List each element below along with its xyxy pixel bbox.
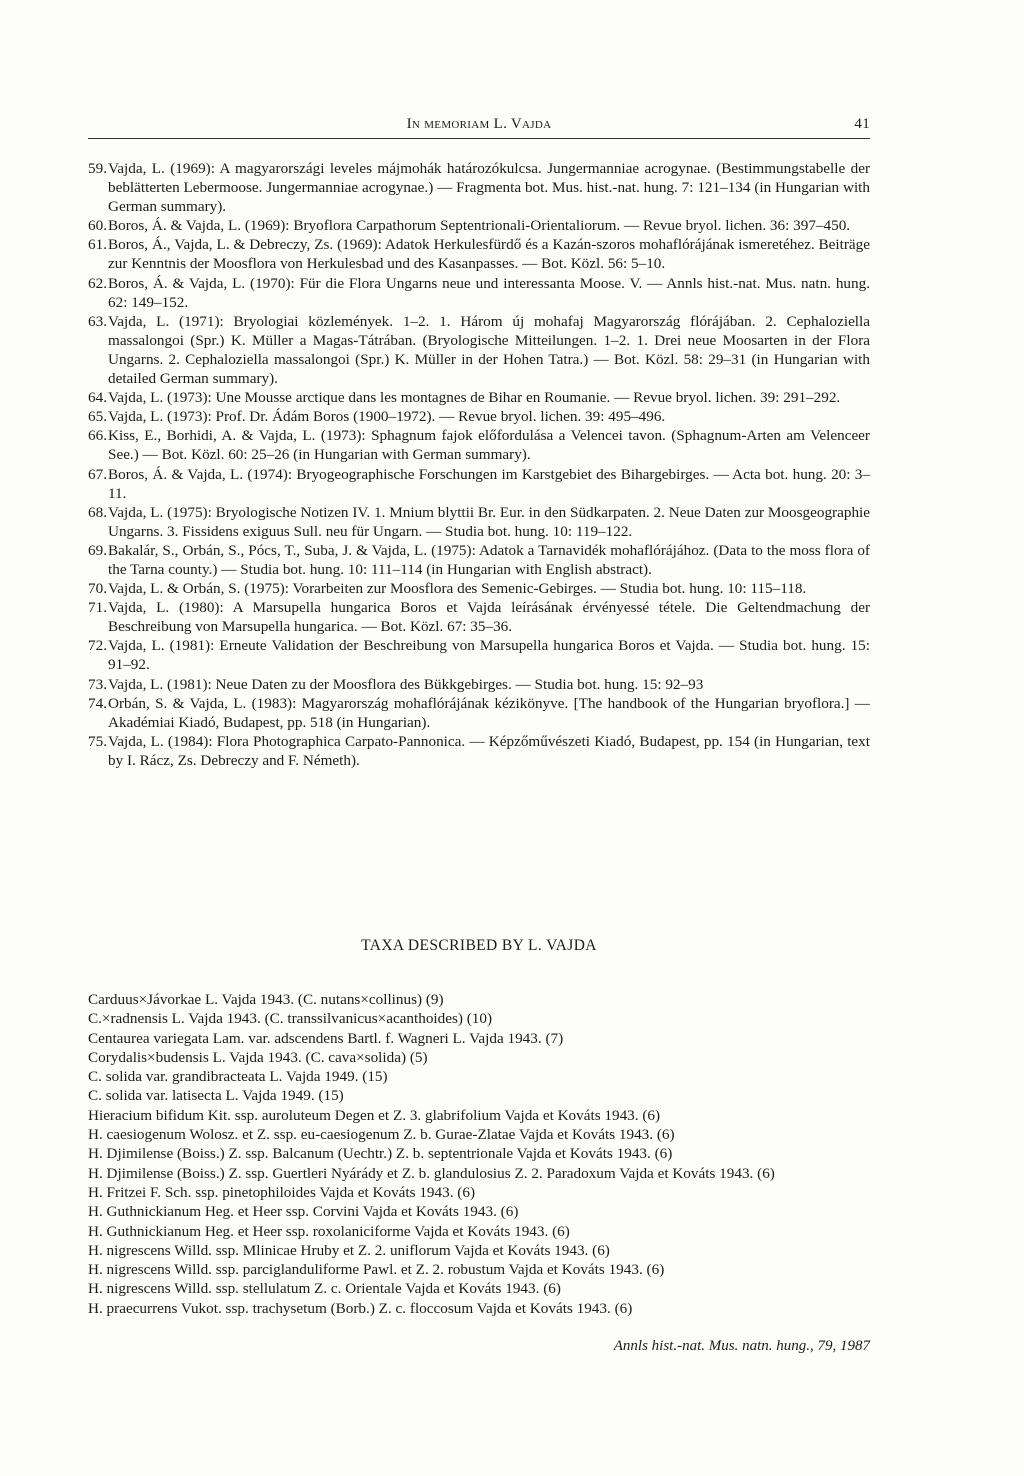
taxon-item: H. Guthnickianum Heg. et Heer ssp. roxolaniciforme Vajda et Kováts 1943. (6): [88, 1222, 570, 1240]
reference-item: [88, 216, 870, 235]
taxon-item: C.×radnensis L. Vajda 1943. (C. transsilvanicus×acanthoides) (10): [88, 1010, 493, 1028]
reference-item: [88, 312, 870, 388]
reference-item: [88, 407, 870, 426]
taxon-item: H. nigrescens Willd. ssp. stellulatum Z. c. Orientale Vajda et Kováts 1943. (6): [88, 1280, 561, 1298]
reference-number: 70.: [88, 580, 107, 598]
taxon-item: H. praecurrens Vukot. ssp. trachysetum (Borb.) Z. c. floccosum Vajda et Kováts 1943. (6): [88, 1299, 633, 1317]
taxa-list: [88, 990, 870, 1318]
reference-number: 69.: [88, 541, 107, 559]
reference-item: [88, 388, 870, 407]
reference-text: Kiss, E., Borhidi, A. & Vajda, L. (1973): Sphagnum fajok előfordulása a Velencei tavon. (Sphagnum-Arten am Velenceer See.) — Bot. Közl. 60: 25–26 (in Hungarian with German summary).: [108, 427, 870, 464]
reference-text: Vajda, L. (1984): Flora Photographica Carpato-Pannonica. — Képzőművészeti Kiadó, Budapest, pp. 154 (in Hungarian, text by I. Rácz, Zs. Debreczy and F. Németh).: [108, 732, 870, 769]
reference-text: Orbán, S. & Vajda, L. (1983): Magyarország mohaflórájának kézikönyve. [The handbook of the Hungarian bryoflora.] — Akadémiai Kiadó, Budapest, pp. 518 (in Hungarian).: [108, 694, 870, 731]
reference-item: [88, 426, 870, 464]
taxon-item: H. Guthnickianum Heg. et Heer ssp. Corvini Vajda et Kováts 1943. (6): [88, 1203, 519, 1221]
reference-number: 72.: [88, 637, 107, 655]
taxon-item: H. nigrescens Willd. ssp. Mlinicae Hruby et Z. 2. uniflorum Vajda et Kováts 1943. (6): [88, 1241, 610, 1259]
reference-number: 60.: [88, 217, 107, 235]
reference-item: [88, 274, 870, 312]
taxon-item: H. nigrescens Willd. ssp. parciglanduliforme Pawl. et Z. 2. robustum Vajda et Kováts 1943. (6): [88, 1261, 665, 1279]
reference-text: Vajda, L. (1975): Bryologische Notizen IV. 1. Mnium blyttii Br. Eur. in den Südkarpaten. 2. Neue Daten zur Moosgeographie Ungarns. 3. Fissidens exiguus Sull. neu für Ungarn. — Studia bot. hung. 10: 119–122.: [108, 503, 870, 540]
running-header: [88, 112, 870, 139]
reference-text: Vajda, L. (1981): Neue Daten zu der Moosflora des Bükkgebirges. — Studia bot. hung. 15: 92–93: [108, 675, 704, 693]
reference-text: Boros, Á., Vajda, L. & Debreczy, Zs. (1969): Adatok Herkulesfürdő és a Kazán-szoros mohaflórájának ismeretéhez. Beiträge zur Kenntnis der Moosflora von Herkulesbad und des Kasanpasses. — Bot. Közl. 56: 5–10.: [108, 236, 870, 273]
reference-number: 68.: [88, 503, 107, 521]
reference-number: 73.: [88, 675, 107, 693]
reference-number: 63.: [88, 312, 107, 330]
taxon-item: Carduus×Jávorkae L. Vajda 1943. (C. nutans×collinus) (9): [88, 991, 444, 1008]
reference-item: [88, 159, 870, 216]
reference-item: [88, 732, 870, 770]
reference-text: Vajda, L. (1973): Prof. Dr. Ádám Boros (1900–1972). — Revue bryol. lichen. 39: 495–496.: [108, 408, 666, 426]
reference-text: Boros, Á. & Vajda, L. (1970): Für die Flora Ungarns neue und interessanta Moose. V. — Annls hist.-nat. Mus. natn. hung. 62: 149–152.: [108, 274, 870, 311]
taxon-item: C. solida var. grandibracteata L. Vajda 1949. (15): [88, 1068, 388, 1086]
reference-text: Vajda, L. (1981): Erneute Validation der Beschreibung von Marsupella hungarica Boros et Vajda. — Studia bot. hung. 15: 91–92.: [108, 637, 870, 674]
reference-item: [88, 235, 870, 273]
taxon-item: C. solida var. latisecta L. Vajda 1949. (15): [88, 1087, 344, 1105]
reference-text: Vajda, L. & Orbán, S. (1975): Vorarbeiten zur Moosflora des Semenic-Gebirges. — Studia bot. hung. 10: 115–118.: [108, 580, 807, 598]
reference-number: 61.: [88, 236, 107, 254]
reference-text: Boros, Á. & Vajda, L. (1974): Bryogeographische Forschungen im Karstgebiet des Bihargebirges. — Acta bot. hung. 20: 3–11.: [108, 465, 870, 502]
reference-text: Bakalár, S., Orbán, S., Pócs, T., Suba, J. & Vajda, L. (1975): Adatok a Tarnavidék mohaflórájához. (Data to the moss flora of the Tarna county.) — Studia bot. hung. 10: 111–114 (in Hungarian with English abstract).: [108, 541, 870, 578]
reference-text: Boros, Á. & Vajda, L. (1969): Bryoflora Carpathorum Septentrionali-Orientaliorum. — Revue bryol. lichen. 36: 397–450.: [108, 217, 851, 235]
reference-number: 71.: [88, 599, 107, 617]
reference-item: [88, 465, 870, 503]
reference-number: 74.: [88, 694, 107, 712]
reference-item: [88, 694, 870, 732]
taxon-item: Centaurea variegata Lam. var. adscendens Bartl. f. Wagneri L. Vajda 1943. (7): [88, 1029, 564, 1047]
reference-number: 65.: [88, 408, 107, 426]
taxon-item: H. Fritzei F. Sch. ssp. pinetophiloides Vajda et Kováts 1943. (6): [88, 1183, 476, 1201]
reference-number: 75.: [88, 732, 107, 750]
reference-text: Vajda, L. (1971): Bryologiai közlemények. 1–2. 1. Három új mohafaj Magyarország flórájában. 2. Cephaloziella massalongoi (Spr.) K. Müller a Magas-Tátrában. (Bryologische Mitteilungen. 1–2. 1. Drei neue Moosarten in der Flora Ungarns. 2. Cephaloziella massalongoi (Spr.) K. Müller in der Hohen Tatra.) — Bot. Közl. 58: 29–31 (in Hungarian with detailed German summary).: [108, 312, 870, 388]
reference-text: Vajda, L. (1969): A magyarországi leveles májmohák határozókulcsa. Jungermanniae acrogynae. (Bestimmungstabelle der beblätterten Lebermoose. Jungermanniae acrogynae.) — Fragmenta bot. Mus. hist.-nat. hung. 7: 121–134 (in Hungarian with German summary).: [108, 160, 870, 216]
reference-number: 62.: [88, 274, 107, 292]
reference-text: Vajda, L. (1980): A Marsupella hungarica Boros et Vajda leírásának érvényessé tétele. Die Geltendmachung der Beschreibung von Marsupella hungarica. — Bot. Közl. 67: 35–36.: [108, 599, 870, 636]
reference-item: [88, 675, 870, 694]
reference-number: 66.: [88, 427, 107, 445]
header-title: In memoriam L. Vajda: [406, 116, 552, 132]
page-number: 41: [854, 116, 870, 132]
reference-number: 64.: [88, 389, 107, 407]
reference-item: [88, 598, 870, 636]
reference-number: 67.: [88, 465, 107, 483]
taxon-item: Corydalis×budensis L. Vajda 1943. (C. cava×solida) (5): [88, 1048, 428, 1066]
taxon-item: H. caesiogenum Wolosz. et Z. ssp. eu-caesiogenum Z. b. Gurae-Zlatae Vajda et Kováts 1943. (6): [88, 1126, 675, 1144]
reference-list: [88, 159, 870, 770]
reference-text: Vajda, L. (1973): Une Mousse arctique dans les montagnes de Bihar en Roumanie. — Revue bryol. lichen. 39: 291–292.: [108, 389, 841, 407]
reference-number: 59.: [88, 160, 107, 177]
reference-item: [88, 541, 870, 579]
taxon-item: H. Djimilense (Boiss.) Z. ssp. Balcanum (Uechtr.) Z. b. septentrionale Vajda et Kováts 1943. (6): [88, 1145, 673, 1163]
journal-footer: Annls hist.-nat. Mus. natn. hung., 79, 1987: [613, 1338, 870, 1354]
reference-item: [88, 579, 870, 598]
taxon-item: H. Djimilense (Boiss.) Z. ssp. Guertleri Nyárády et Z. b. glandulosius Z. 2. Paradoxum Vajda et Kováts 1943. (6): [88, 1164, 775, 1182]
reference-item: [88, 636, 870, 674]
taxon-item: Hieracium bifidum Kit. ssp. auroluteum Degen et Z. 3. glabrifolium Vajda et Kováts 1943. (6): [88, 1106, 661, 1124]
section-title: TAXA DESCRIBED BY L. VAJDA: [361, 937, 597, 954]
reference-item: [88, 503, 870, 541]
